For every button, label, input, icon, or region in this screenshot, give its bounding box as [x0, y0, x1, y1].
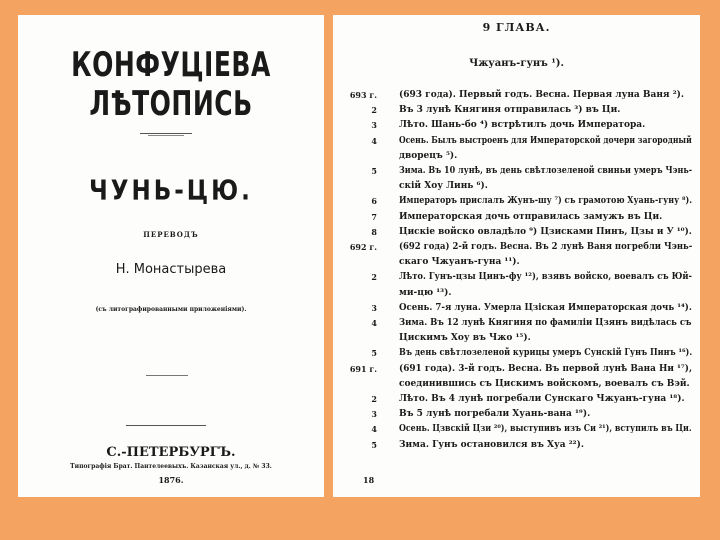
text-line	[333, 134, 700, 148]
line-text: Лѣто. Гунъ-цзы Цинъ-фу ¹²), взявъ войско, воевалъ съ Юй-	[399, 272, 692, 283]
text-line	[333, 118, 700, 132]
line-text: Императоръ прислалъ Жунъ-шу ⁷) съ грамотою Хуань-гуну ⁸).	[399, 196, 692, 207]
line-text: Лѣто. Шань-бо ⁴) встрѣтилъ дочь Императора.	[399, 120, 646, 131]
line-number: 4	[371, 318, 377, 328]
text-line	[333, 316, 700, 330]
line-number: 2	[371, 105, 377, 116]
line-text: Въ день свѣтлозеленой курицы умеръ Сунскій Гунъ Пинъ ¹⁶).	[399, 348, 693, 359]
line-text: Императорская дочь отправилась замужъ въ Ци.	[399, 211, 663, 222]
line-number: 692 г.	[349, 242, 377, 252]
line-number: 7	[371, 211, 377, 222]
line-text: Въ 5 лунѣ погребали Хуань-вана ¹⁹).	[399, 409, 591, 420]
divider	[146, 375, 188, 376]
line-number: 2	[371, 272, 377, 283]
line-number: 5	[371, 166, 377, 176]
author-name: Н. Монастырева	[115, 262, 227, 277]
line-text: Цискимъ Хоу въ Чжо ¹⁵).	[399, 333, 531, 344]
line-text: ми-цю ¹³).	[399, 287, 452, 298]
line-number: 3	[371, 409, 377, 420]
publication-city: С.-ПЕТЕРБУРГЪ.	[106, 445, 236, 460]
line-text: Зима. Въ 10 лунѣ, въ день свѣтлозеленой свиньи умеръ Чэнь-	[399, 166, 693, 176]
page-number: 18	[363, 475, 375, 485]
text-line	[333, 438, 700, 452]
text-line	[333, 194, 700, 208]
text-line	[333, 407, 700, 421]
edition-note: (съ литографированными приложеніями).	[95, 306, 247, 313]
text-line	[333, 88, 700, 102]
text-line	[333, 225, 700, 239]
text-line	[333, 103, 700, 117]
line-number: 3	[371, 120, 377, 131]
line-number: 2	[371, 394, 377, 404]
text-line	[333, 377, 700, 391]
publication-year: 1876.	[158, 475, 184, 485]
line-number: 6	[371, 196, 377, 207]
ornamental-rule	[148, 135, 184, 136]
line-text: скій Хоу Линь ⁶).	[399, 181, 488, 192]
text-line	[333, 270, 700, 284]
ornamental-rule	[140, 133, 192, 134]
text-line	[333, 301, 700, 315]
text-line	[333, 164, 700, 178]
text-line	[333, 179, 700, 193]
text-line	[333, 286, 700, 300]
line-number: 4	[371, 424, 377, 435]
line-text: (692 года) 2-й годъ. Весна. Въ 2 лунѣ Ваня погребли Чэнь-	[399, 242, 693, 252]
text-line	[333, 331, 700, 345]
line-number: 8	[371, 226, 377, 237]
text-line	[333, 210, 700, 224]
line-number: 691 г.	[349, 363, 377, 374]
line-text: Лѣто. Въ 4 лунѣ погребали Сунскаго Чжуанъ-гуна ¹⁸).	[399, 394, 685, 404]
line-number: 5	[371, 348, 377, 359]
text-line	[333, 346, 700, 360]
translation-label: ПЕРЕВОДЪ	[143, 230, 199, 239]
text-line	[333, 240, 700, 254]
book-subtitle: ЧУНЬ-ЦЮ.	[89, 175, 253, 207]
text-line	[333, 149, 700, 163]
line-text: Цискіе войско овладѣло ⁹) Цзисками Пинъ, Цзы и У ¹⁰).	[399, 226, 692, 237]
text-line	[333, 422, 700, 436]
printer-line: Типографія Брат. Пантелеевыхъ. Казанская ул., д. № 33.	[70, 463, 272, 470]
line-number: 5	[371, 439, 377, 450]
line-text: Осень. 7-я луна. Умерла Цзіская Императорская дочь ¹⁴).	[399, 302, 692, 313]
title-page	[18, 15, 324, 497]
line-number: 3	[371, 302, 377, 313]
line-text: Осень. Былъ выстроенъ для Императорской дочери загородный	[399, 135, 692, 146]
line-text: (691 года). 3-й годъ. Весна. Въ первой лунѣ Вана Ни ¹⁷),	[399, 363, 693, 374]
chapter-heading: 9 ГЛАВА.	[482, 21, 551, 34]
line-text: (693 года). Первый годъ. Весна. Первая луна Ваня ²).	[399, 90, 685, 100]
line-number: 4	[371, 135, 377, 146]
text-line	[333, 362, 700, 376]
text-line	[333, 392, 700, 406]
line-text: Въ 3 лунѣ Княгиня отправилась ³) въ Ци.	[399, 105, 621, 116]
divider	[126, 425, 206, 426]
book-title: КОНФУЦІЕВА ЛѢТОПИСЬ	[71, 44, 271, 124]
line-text: дворецъ ⁵).	[399, 150, 458, 161]
line-number: 693 г.	[349, 90, 377, 100]
chapter-page	[333, 15, 700, 497]
line-text: Зима. Гунъ остановился въ Хуа ²²).	[399, 439, 584, 450]
line-text: Зима. Въ 12 лунѣ Княгиня по фамиліи Цзянъ видѣлась съ	[399, 318, 692, 328]
line-text: Осень. Цзвскій Цзи ²⁰), выступивъ изъ Си ²¹), вступилъ въ Ци.	[399, 424, 692, 435]
line-text: скаго Чжуанъ-гуна ¹¹).	[399, 257, 520, 268]
line-text: соединившись съ Цискимъ войскомъ, воевалъ съ Вэй.	[399, 378, 690, 389]
chapter-subtitle: Чжуанъ-гунъ ¹).	[469, 58, 564, 69]
text-line	[333, 255, 700, 269]
